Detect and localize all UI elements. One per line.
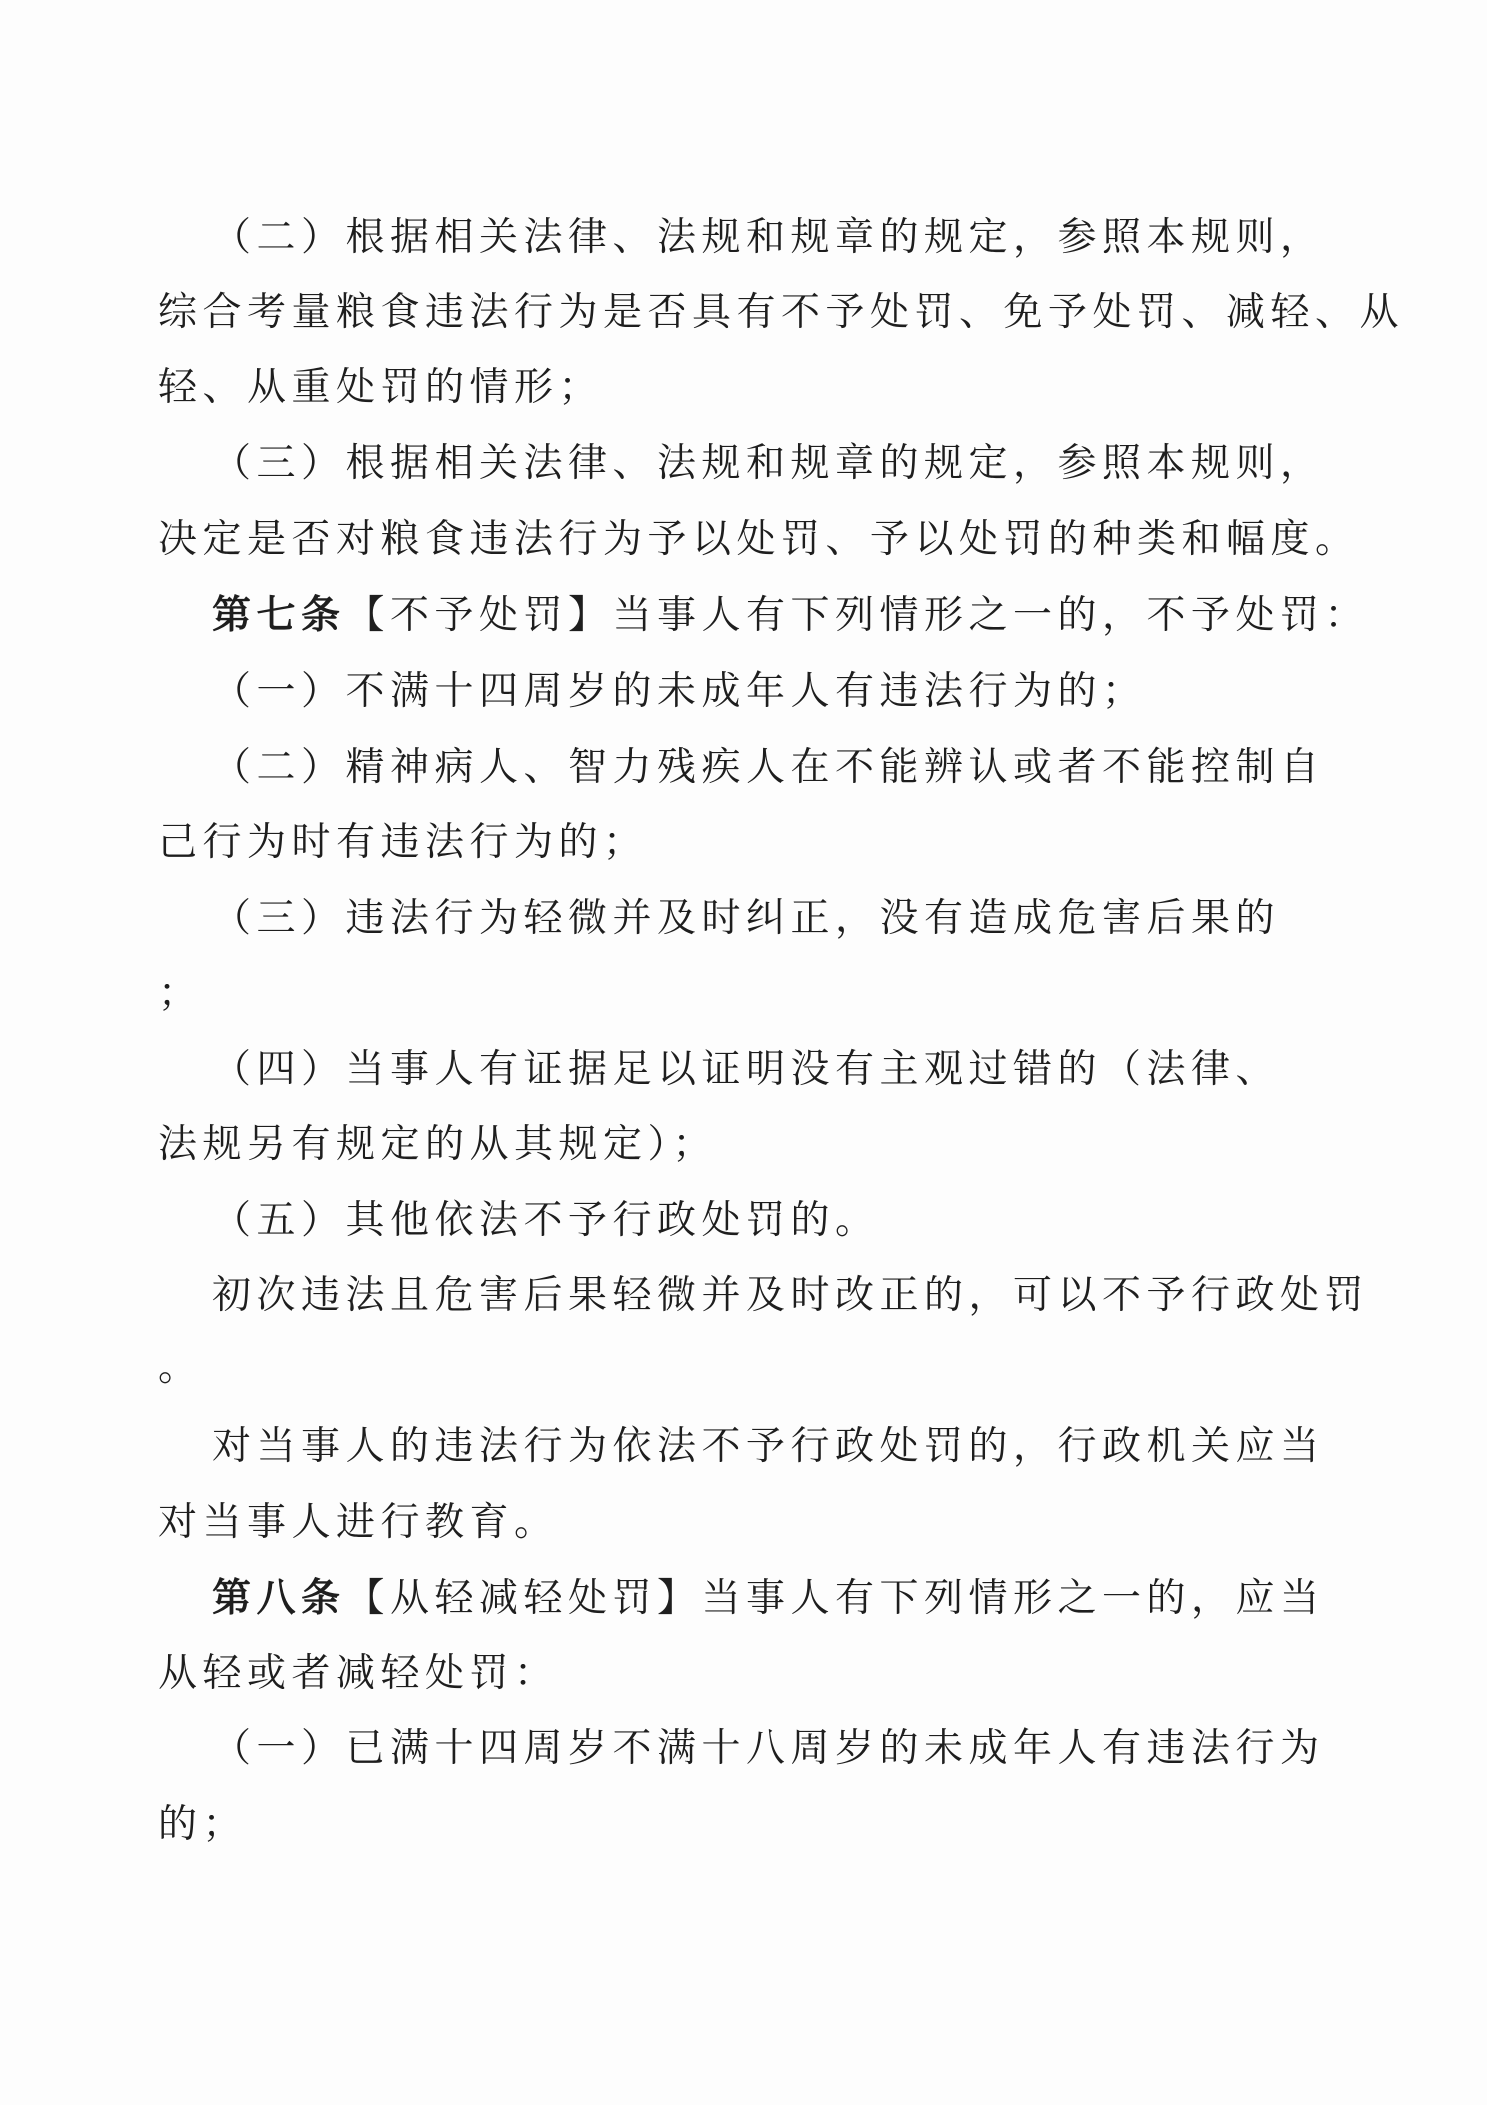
list-item: （二）精神病人、智力残疾人在不能辨认或者不能控制自 <box>212 745 1325 790</box>
list-item: （一）不满十四周岁的未成年人有违法行为的； <box>212 669 1147 714</box>
article-text: 【不予处罚】当事人有下列情形之一的，不予处罚： <box>345 593 1370 638</box>
paragraph-line: 从轻或者减轻处罚： <box>158 1651 559 1696</box>
list-item-continuation: ； <box>158 971 203 1016</box>
paragraph-line: 决定是否对粮食违法行为予以处罚、予以处罚的种类和幅度。 <box>158 517 1360 562</box>
article-heading-line <box>212 587 1369 644</box>
paragraph-line: （二）根据相关法律、法规和规章的规定，参照本规则， <box>212 215 1325 260</box>
article-number: 第七条 <box>212 592 346 638</box>
paragraph-line: （三）根据相关法律、法规和规章的规定，参照本规则， <box>212 441 1325 486</box>
article-number: 第八条 <box>212 1575 346 1621</box>
article-heading-line <box>212 1570 1325 1627</box>
list-item: （三）违法行为轻微并及时纠正，没有造成危害后果的 <box>212 896 1281 941</box>
paragraph-line: 轻、从重处罚的情形； <box>158 365 604 410</box>
paragraph-line: 对当事人进行教育。 <box>158 1500 559 1545</box>
paragraph-line: 综合考量粮食违法行为是否具有不予处罚、免予处罚、减轻、从 <box>158 290 1405 335</box>
article-text: 【从轻减轻处罚】当事人有下列情形之一的，应当 <box>345 1576 1325 1621</box>
list-item: （四）当事人有证据足以证明没有主观过错的（法律、 <box>212 1047 1281 1092</box>
list-item-continuation: 的； <box>158 1802 248 1847</box>
paragraph-line: 对当事人的违法行为依法不予行政处罚的，行政机关应当 <box>212 1424 1325 1469</box>
list-item: （五）其他依法不予行政处罚的。 <box>212 1198 880 1243</box>
paragraph-line: 初次违法且危害后果轻微并及时改正的，可以不予行政处罚 <box>212 1273 1370 1318</box>
paragraph-line: 。 <box>158 1345 203 1390</box>
list-item: （一）已满十四周岁不满十八周岁的未成年人有违法行为 <box>212 1726 1325 1771</box>
list-item-continuation: 己行为时有违法行为的； <box>158 820 648 865</box>
list-item-continuation: 法规另有规定的从其规定）； <box>158 1122 718 1167</box>
